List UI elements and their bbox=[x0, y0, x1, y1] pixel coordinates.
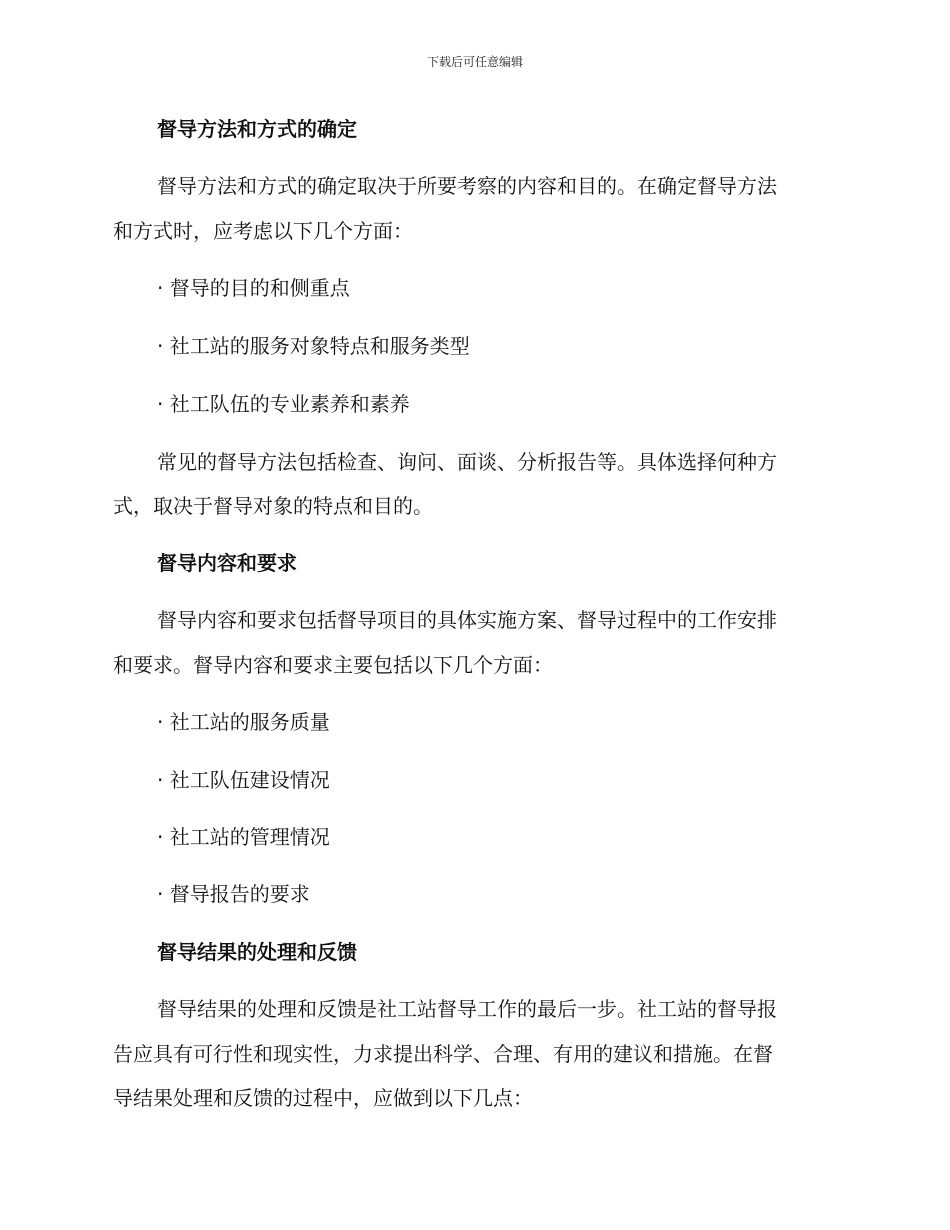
paragraph-line: 导结果处理和反馈的过程中，应做到以下几点： bbox=[113, 1086, 533, 1110]
bullet-item: · 社工队伍的专业素养和素养 bbox=[157, 392, 410, 416]
page-header-note: 下载后可任意编辑 bbox=[426, 55, 523, 69]
bullet-item: · 督导的目的和侧重点 bbox=[157, 276, 350, 300]
bullet-item: · 督导报告的要求 bbox=[157, 882, 310, 906]
bullet-item: · 社工站的服务质量 bbox=[157, 710, 330, 734]
paragraph-line: 督导方法和方式的确定取决于所要考察的内容和目的。在确定督导方法 bbox=[157, 174, 777, 198]
section-heading: 督导方法和方式的确定 bbox=[157, 117, 357, 141]
paragraph-line: 和方式时，应考虑以下几个方面： bbox=[113, 219, 413, 243]
paragraph-line: 和要求。督导内容和要求主要包括以下几个方面： bbox=[113, 653, 553, 677]
section-heading: 督导结果的处理和反馈 bbox=[157, 940, 357, 964]
bullet-item: · 社工站的管理情况 bbox=[157, 825, 330, 849]
section-heading: 督导内容和要求 bbox=[157, 551, 297, 575]
paragraph-line: 式，取决于督导对象的特点和目的。 bbox=[113, 494, 433, 518]
paragraph-line: 督导内容和要求包括督导项目的具体实施方案、督导过程中的工作安排 bbox=[157, 608, 777, 632]
bullet-item: · 社工队伍建设情况 bbox=[157, 768, 330, 792]
paragraph-line: 常见的督导方法包括检查、询问、面谈、分析报告等。具体选择何种方 bbox=[157, 450, 777, 474]
paragraph-line: 督导结果的处理和反馈是社工站督导工作的最后一步。社工站的督导报 bbox=[157, 997, 777, 1021]
paragraph-line: 告应具有可行性和现实性，力求提出科学、合理、有用的建议和措施。在督 bbox=[113, 1042, 773, 1066]
bullet-item: · 社工站的服务对象特点和服务类型 bbox=[157, 334, 470, 358]
